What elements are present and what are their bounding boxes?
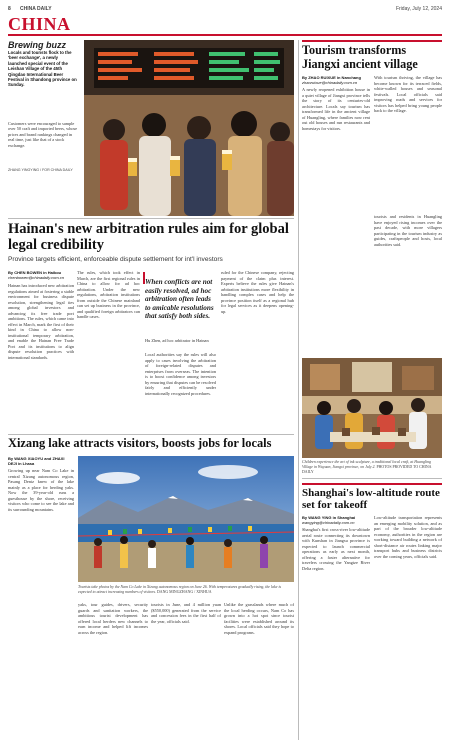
brief-lead: Locals and tourists flock to the 'beer exchange', a newly launched special event of the Leishan Village of the 45th Qingdao International Beer Festival in Shandong province on Sunday. [8, 50, 77, 88]
divider [8, 218, 294, 219]
main-headline: Hainan's new arbitration rules aim for global legal credibility [8, 221, 289, 253]
feature-caption-credit: DANG MINGZHANG / XINHUA [156, 589, 212, 594]
column-separator [298, 40, 299, 740]
section-title: CHINA [8, 14, 71, 34]
tourism-byline-email: zhaoruixue@chinadaily.com.cn [302, 80, 358, 85]
tourism-caption [302, 460, 442, 475]
main-col-3: Local authorities say the rules will also apply to cases involving the arbitration of foreign-related disputes and enterprises from overseas. The intention is to boost confidence among investors by ensuring that disputes can be resolved fairly and efficiently under internationally recognized procedures. [145, 352, 216, 396]
page-number: 8 [8, 6, 11, 12]
shanghai-col-1: Shanghai's first cross-river low-altitude aerial route connecting its downtown with Kunshan in Jiangsu province is expected to launch commercial operations as early as next month, offering a faster alternative for travelers crossing the Yangtze River Delta region. [302, 527, 370, 571]
pullquote: When conflicts are not easily resolved, ad hoc arbitration often leads to amicable resolutions that satisfy both sides. [145, 278, 214, 321]
main-col-1: Hainan has introduced new arbitration regulations aimed at fostering a stable environment for business dispute resolution, strengthening legal ties among global investors and advancing its free trade port ambitions. The rules, which came into effect in March, mark the first of their kind in China to allow non-institutional temporary arbitration, and enable the Hainan Free Trade Port and its institutions to align dispute resolution practices with international standards. [8, 283, 74, 360]
tourism-col-3: tourists and residents in Huangling have enjoyed rising incomes over the past decade, with more villagers participating in the tourism industry as guides, craftspeople and hosts, local authorities said. [374, 214, 442, 247]
main-byline: By CHEN BOWEN in Haikou [8, 270, 62, 275]
publication-name: CHINA DAILY [20, 6, 52, 12]
main-col-4: ruled for the Chinese company, rejecting payment of the claim plus interest. Experts believe the rules give Hainan's arbitration institutions more flexibility in handling complex cases and help the province position itself as a regional hub for legal services as it deepens opening-up. [221, 270, 294, 314]
brief-body: Customers were encouraged to sample over 50 craft and imported beers, whose prices and brand rankings changed in real time, just like that of a stock exchange. [8, 121, 78, 148]
tourism-headline: Tourism transforms Jiangxi ancient village [302, 43, 418, 71]
divider [302, 478, 442, 479]
feature-col-4: Unlike the grasslands where much of the local herding occurs, Nam Co has grown into a hot spot since tourist facilities were established around its shores. Local officials said they hope to expand programs. [224, 602, 294, 635]
feature-caption [78, 585, 294, 595]
tourism-byline: By ZHAO RUIXUE in Nanchang [302, 75, 361, 80]
brief-title: Brewing buzz [8, 40, 66, 50]
tourism-col-2: With tourism thriving, the village has become known for its terraced fields, white-walled houses and seasonal festivals. Local officials said improving roads and services for visitors has helped bring young people back to the village. [374, 75, 442, 113]
shanghai-headline: Shanghai's low-altitude route set for takeoff [302, 487, 440, 511]
nam-co-lake-photo [78, 456, 294, 582]
shanghai-byline-email: wangying@chinadaily.com.cn [302, 520, 355, 525]
beer-festival-photo [84, 40, 294, 216]
jiangxi-village-photo [302, 358, 442, 458]
page-header [8, 4, 442, 14]
section-rule [8, 34, 442, 36]
pullquote-attribution: Hu Zhen, ad hoc arbitrator in Hainan [145, 338, 209, 343]
tourism-caption-credit: PHOTOS PROVIDED TO CHINA DAILY [302, 464, 432, 474]
divider [8, 434, 294, 435]
main-deck: Province targets efficient, enforceable dispute settlement for int'l investors [8, 256, 223, 263]
shanghai-col-2: Low-altitude transportation represents an emerging mobility solution, and as part of the broader low-altitude economy, authorities in the region are working toward building a network of short-distance air routes linking major transport hubs and business districts over the coming years, officials said. [374, 515, 442, 559]
story-stripe [302, 40, 442, 42]
feature-caption-text: Tourists take photos by the Nam Co Lake in Xizang autonomous region on June 26. With temperatures gradually rising, the lake is expected to attract increasing numbers of visitors. [78, 585, 282, 594]
feature-col-2: yaks, tour guides, drivers, security guards and sanitation workers, the ambitious tourist development has offered local herders new channels to earn income and helped lift incomes across the region. [78, 602, 148, 635]
feature-byline: By WANG XIAOYU and ZHAXI DEJI in Lhasa [8, 456, 65, 466]
main-byline-email: chenbowen@chinadaily.com.cn [8, 275, 65, 280]
feature-col-3: tourists in June, and 4 million yuan ($550,000) generated from the service and concession fees in the first half of the year, officials said. [151, 602, 221, 624]
feature-headline: Xizang lake attracts visitors, boosts jobs for locals [8, 436, 272, 450]
shanghai-byline: By WANG YING in Shanghai [302, 515, 356, 520]
issue-date: Friday, July 12, 2024 [395, 6, 442, 12]
story-stripe [302, 483, 442, 485]
brief-credit: ZHANG YINGYING / FOR CHINA DAILY [8, 168, 73, 172]
main-col-2: The rules, which took effect in March, are the first regional rules in China to allow for ad hoc arbitration. Under the new regulations, arbitration institutions from outside the Chinese mainland can set up business in the province, and qualified foreign arbitrators can handle cases. [77, 270, 140, 319]
feature-col-1: Growing up near Nam Co Lake in central Xizang autonomous region, Pasang Deniz knew of the lake mainly as a place for herding yaks. Now the 39-year-old runs a guesthouse by the shore, receiving visitors who come to see the lake and its surrounding mountains. [8, 468, 74, 512]
tourism-caption-text: Children experience the art of ink sculpture, a traditional local craft, at Huangling Village in Wuyuan, Jiangxi province, on July 2. [302, 460, 431, 469]
tourism-col-1: A newly reopened exhibition house in a quiet village of Jiangxi province tells the story of its centuries-old architecture. Locals say tourism has transformed life in the ancient village of Huangling, where families now rent out old houses and run restaurants and homestays for visitors. [302, 87, 370, 131]
